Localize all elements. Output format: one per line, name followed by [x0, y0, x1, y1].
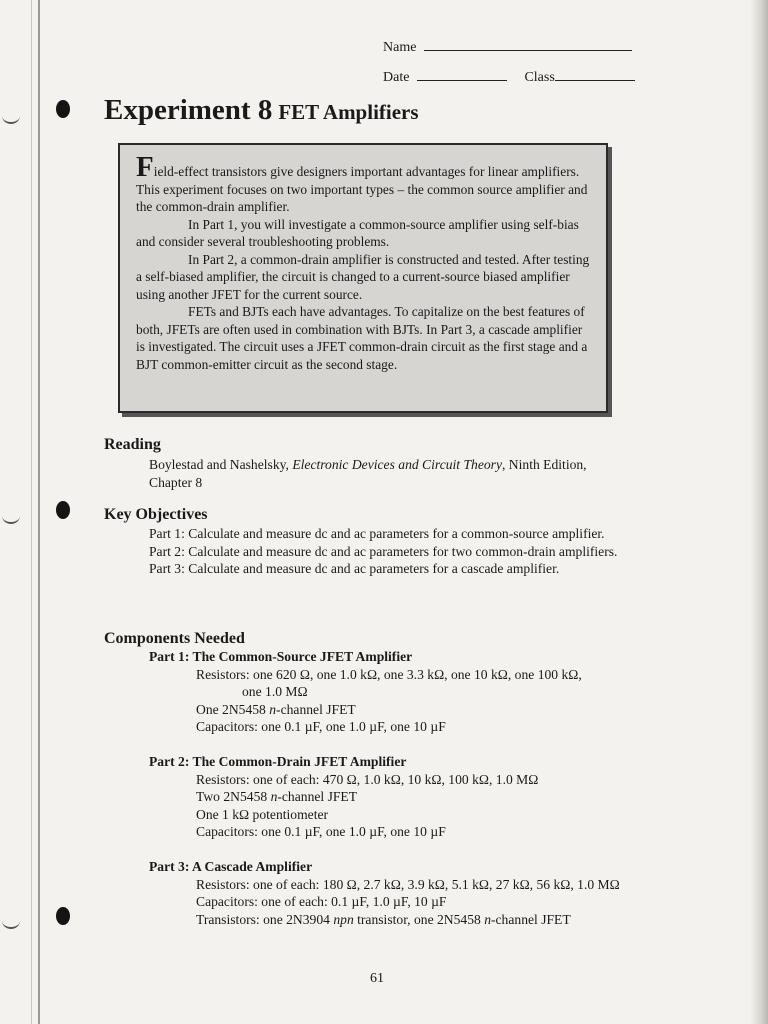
- objective-item: Part 3: Calculate and measure dc and ac parameters for a cascade amplifier.: [149, 561, 560, 576]
- binder-ring-mark: [2, 108, 20, 124]
- part2-jfet-post: -channel JFET: [277, 789, 358, 804]
- class-label: Class: [524, 70, 555, 85]
- intro-paragraph-1: [136, 151, 590, 216]
- punch-hole: [56, 100, 70, 118]
- reading-authors: Boylestad and Nashelsky,: [149, 457, 293, 472]
- reading-citation: [149, 456, 679, 474]
- punch-hole: [56, 907, 70, 925]
- drop-cap: F: [136, 151, 154, 183]
- part3-transistors: [149, 911, 679, 929]
- intro-text-1: ield-effect transistors give designers important advantages for linear amplifiers. This experiment focuses on two important types – the common source amplifier and the common-drain amplifier.: [136, 164, 588, 214]
- objective-item: Part 2: Calculate and measure dc and ac parameters for two common-drain amplifiers.: [149, 543, 618, 559]
- part3-trans-post: -channel JFET: [491, 911, 571, 927]
- date-blank[interactable]: [417, 66, 507, 81]
- part3-components: [149, 858, 679, 928]
- experiment-subject: FET Amplifiers: [278, 100, 419, 124]
- part2-resistors: Resistors: one of each: 470 Ω, 1.0 kΩ, 10 kΩ, 100 kΩ, 1.0 MΩ: [196, 771, 539, 787]
- page-number: 61: [370, 971, 384, 986]
- class-blank[interactable]: [555, 66, 635, 81]
- part2-components: [149, 753, 679, 841]
- intro-paragraph-3: In Part 2, a common-drain amplifier is constructed and tested. After testing a self-biased amplifier, the circuit is changed to a current-source biased amplifier using another JFET for the current source.: [136, 251, 590, 302]
- part2-jfet: [149, 788, 679, 806]
- reading-chapter: Chapter 8: [149, 474, 203, 490]
- binder-ring-mark: [2, 508, 20, 524]
- part1-jfet: [149, 701, 679, 719]
- intro-box: [118, 143, 608, 413]
- components-heading: Components Needed: [104, 630, 245, 647]
- experiment-number: Experiment 8: [104, 94, 273, 126]
- intro-paragraph-2: In Part 1, you will investigate a common-source amplifier using self-bias and consider several troubleshooting problems.: [136, 216, 579, 249]
- page-title: [104, 94, 419, 127]
- reading-block: [149, 456, 679, 491]
- binder-ring-mark: [2, 913, 20, 929]
- objective-item: Part 1: Calculate and measure dc and ac parameters for a common-source amplifier.: [149, 526, 605, 541]
- reading-edition: , Ninth Edition,: [502, 457, 587, 472]
- part1-resistors: Resistors: one 620 Ω, one 1.0 kΩ, one 3.3 kΩ, one 10 kΩ, one 100 kΩ,: [196, 666, 582, 682]
- binder-fold-line: [31, 0, 32, 1024]
- part1-jfet-post: -channel JFET: [276, 701, 356, 717]
- part1-capacitors: Capacitors: one 0.1 µF, one 1.0 µF, one 10 µF: [196, 719, 446, 734]
- name-field: [383, 36, 632, 56]
- part3-title: Part 3: A Cascade Amplifier: [149, 859, 313, 874]
- part1-jfet-pre: One 2N5458: [196, 701, 270, 717]
- part3-bjt-type: npn: [333, 911, 354, 927]
- name-blank[interactable]: [424, 36, 632, 51]
- part3-trans-mid: transistor, one 2N5458: [353, 911, 485, 927]
- name-label: Name: [383, 40, 417, 55]
- date-class-field: [383, 66, 635, 86]
- part3-jfet-type: n: [484, 911, 491, 927]
- part3-capacitors: Capacitors: one of each: 0.1 µF, 1.0 µF, 10 µF: [196, 894, 447, 909]
- page-edge-shadow: [750, 0, 768, 1024]
- part1-components: [149, 648, 679, 736]
- date-label: Date: [383, 70, 410, 85]
- part1-jfet-type: n: [269, 701, 277, 717]
- reading-heading: Reading: [104, 436, 161, 453]
- part2-title: Part 2: The Common-Drain JFET Amplifier: [149, 754, 407, 769]
- part2-jfet-type: n: [270, 789, 278, 804]
- part2-jfet-pre: Two 2N5458: [196, 789, 271, 804]
- part3-resistors: Resistors: one of each: 180 Ω, 2.7 kΩ, 3.9 kΩ, 5.1 kΩ, 27 kΩ, 56 kΩ, 1.0 MΩ: [196, 876, 620, 892]
- part1-resistors-cont: one 1.0 MΩ: [242, 684, 308, 699]
- part2-potentiometer: One 1 kΩ potentiometer: [196, 806, 329, 822]
- binder-margin-line: [38, 0, 40, 1024]
- objectives-heading: Key Objectives: [104, 506, 208, 523]
- part1-title: Part 1: The Common-Source JFET Amplifier: [149, 649, 413, 664]
- reading-book-title: Electronic Devices and Circuit Theory: [292, 457, 502, 472]
- objectives-list: [149, 525, 619, 578]
- part2-capacitors: Capacitors: one 0.1 µF, one 1.0 µF, one 10 µF: [196, 824, 446, 839]
- intro-paragraph-4: FETs and BJTs each have advantages. To capitalize on the best features of both, JFETs are often used in combination with BJTs. In Part 3, a cascade amplifier is investigated. The circuit uses a JFET common-drain circuit as the first stage and a BJT common-emitter circuit as the second stage.: [136, 304, 588, 372]
- part3-trans-pre: Transistors: one 2N3904: [196, 911, 334, 927]
- punch-hole: [56, 501, 70, 519]
